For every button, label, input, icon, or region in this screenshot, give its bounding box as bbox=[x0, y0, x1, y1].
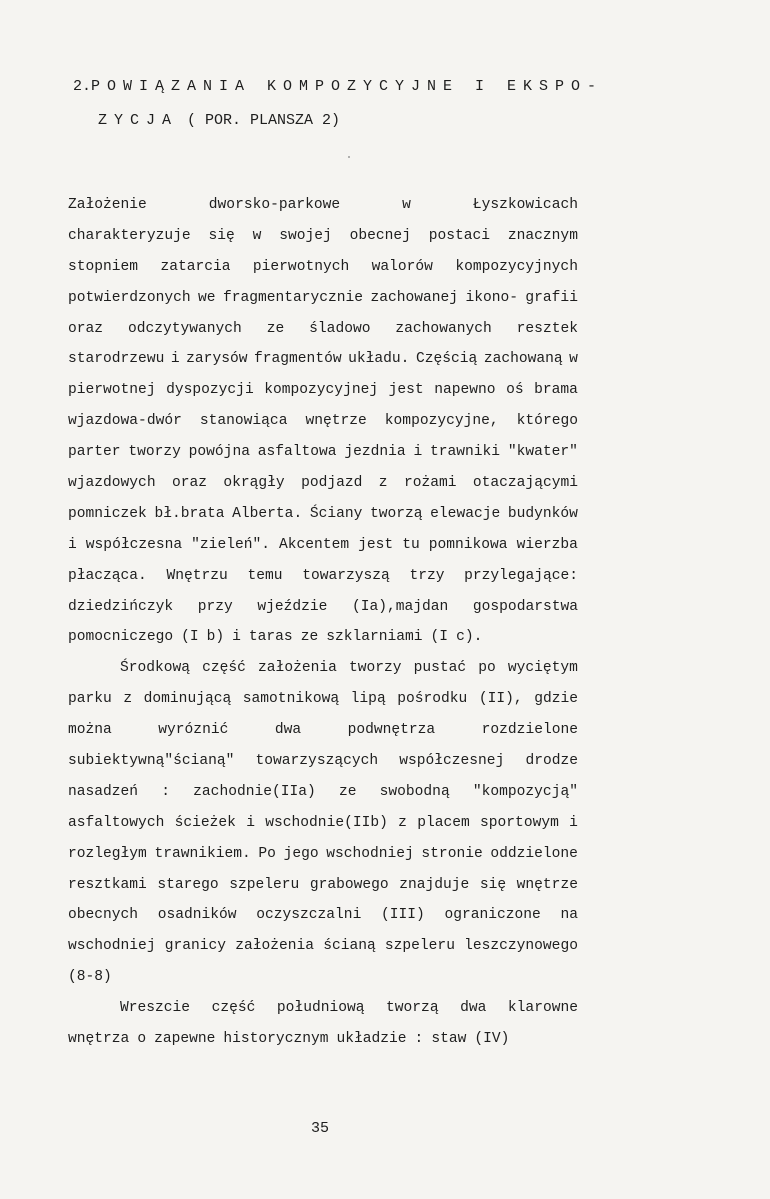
text-line: wjazdowa-dwór stanowiąca wnętrze kompozycyjne, którego bbox=[68, 413, 578, 430]
stray-mark bbox=[348, 156, 350, 158]
text-line: płacząca. Wnętrzu temu towarzyszą trzy przylegające: bbox=[68, 567, 578, 584]
heading-line-2 bbox=[73, 104, 603, 138]
text-line: można wyróznić dwa podwnętrza rozdzielone bbox=[68, 722, 578, 739]
text-line: i współczesna "zieleń". Akcentem jest tu pomnikowa wierzba bbox=[68, 536, 578, 553]
text-line: dziedzińczyk przy wjeździe (Ia),majdan gospodarstwa bbox=[68, 598, 578, 615]
heading-title-part-2: ZYCJA bbox=[98, 112, 179, 129]
text-line: oraz odczytywanych ze śladowo zachowanych resztek bbox=[68, 320, 578, 337]
text-line: wschodniej granicy założenia ścianą szpeleru leszczynowego bbox=[68, 938, 578, 955]
text-line: obecnych osadników oczyszczalni (III) ograniczone na bbox=[68, 907, 578, 924]
text-line: rozległym trawnikiem. Po jego wschodniej stronie oddzielone bbox=[68, 845, 578, 862]
heading-line-1 bbox=[73, 70, 603, 104]
page-number: 35 bbox=[310, 1120, 329, 1137]
heading-title-part-1: POWIĄZANIA KOMPOZYCYJNE I EKSPO- bbox=[91, 78, 604, 95]
text-line: pomocniczego (I b) i taras ze szklarniami (I c). bbox=[68, 629, 483, 646]
text-line: pierwotnej dyspozycji kompozycyjnej jest napewno oś brama bbox=[68, 382, 578, 399]
body-text bbox=[68, 190, 578, 1055]
text-line: potwierdzonych we fragmentarycznie zachowanej ikono- grafii bbox=[68, 289, 578, 306]
text-line: wjazdowych oraz okrągły podjazd z rożami otaczającymi bbox=[68, 475, 578, 492]
text-line: charakteryzuje się w swojej obecnej postaci znacznym bbox=[68, 227, 578, 244]
text-line: asfaltowych ścieżek i wschodnie(IIb) z placem sportowym i bbox=[68, 814, 578, 831]
text-line: Wreszcie część południową tworzą dwa klarowne bbox=[120, 1000, 578, 1017]
text-line: starodrzewu i zarysów fragmentów układu. Częścią zachowaną w bbox=[68, 351, 578, 368]
text-line: parter tworzy powójna asfaltowa jezdnia i trawniki "kwater" bbox=[68, 444, 578, 461]
heading-reference: ( POR. PLANSZA 2) bbox=[178, 112, 341, 129]
text-line: pomniczek bł.brata Alberta. Ściany tworzą elewacje budynków bbox=[68, 505, 578, 522]
text-line: stopniem zatarcia pierwotnych walorów kompozycyjnych bbox=[68, 258, 578, 275]
text-line: wnętrza o zapewne historycznym układzie : staw (IV) bbox=[68, 1031, 510, 1048]
text-line: Założenie dworsko-parkowe w Łyszkowicach bbox=[68, 197, 578, 213]
heading-number: 2. bbox=[73, 78, 92, 95]
text-line: (8-8) bbox=[68, 969, 112, 986]
text-line: subiektywną"ścianą" towarzyszących współczesnej drodze bbox=[68, 753, 578, 770]
text-line: resztkami starego szpeleru grabowego znajduje się wnętrze bbox=[68, 876, 578, 893]
section-heading bbox=[73, 70, 603, 138]
text-line: nasadzeń : zachodnie(IIa) ze swobodną "kompozycją" bbox=[68, 783, 578, 800]
text-line: Środkową część założenia tworzy pustać po wyciętym bbox=[120, 660, 578, 677]
text-line: parku z dominującą samotnikową lipą pośrodku (II), gdzie bbox=[68, 691, 578, 708]
